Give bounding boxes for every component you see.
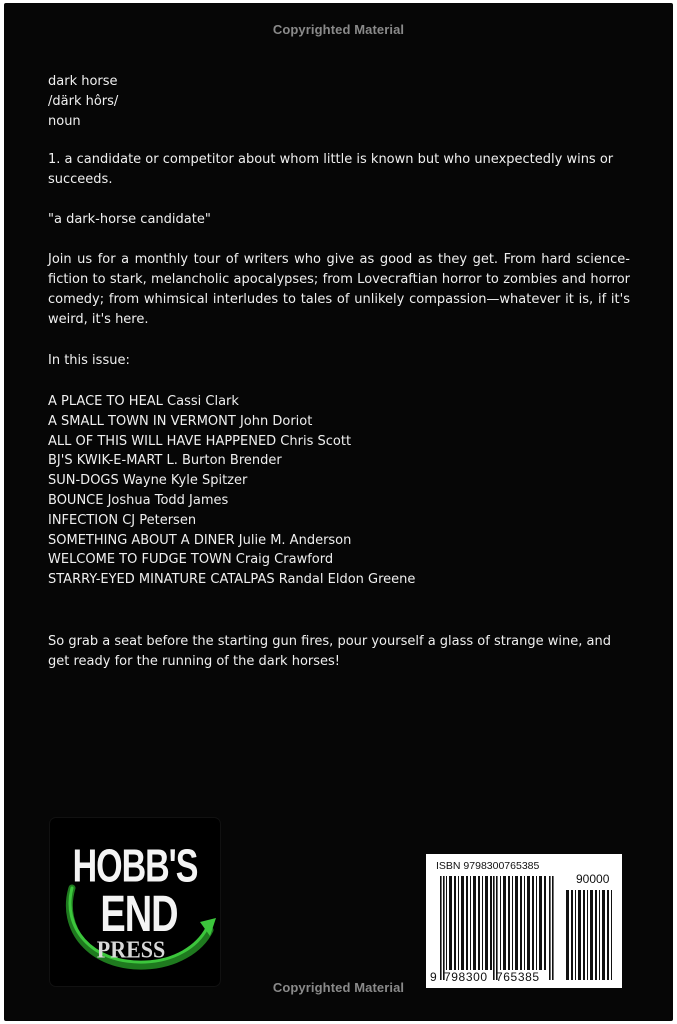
contents-item: INFECTION CJ Petersen <box>48 512 197 528</box>
contents-item: WELCOME TO FUDGE TOWN Craig Crawford <box>48 552 334 568</box>
definition-pronunciation: /därk hôrs/ <box>48 94 119 109</box>
closing-paragraph: So grab a seat before the starting gun fires, pour yourself a glass of strange wine, and get ready for the running of the dark horses! <box>48 634 611 669</box>
contents-item: A SMALL TOWN IN VERMONT John Doriot <box>48 413 313 429</box>
contents-item: BOUNCE Joshua Todd James <box>48 492 229 508</box>
issue-label: In this issue: <box>48 353 130 368</box>
contents-item: STARRY-EYED MINATURE CATALPAS Randal Eldon Greene <box>48 572 416 588</box>
logo-text-press: PRESS <box>96 935 166 964</box>
definition-word: dark horse <box>48 74 118 89</box>
contents-item: BJ'S KWIK-E-MART L. Burton Brender <box>48 453 282 469</box>
definition-example: "a dark-horse candidate" <box>48 212 211 227</box>
contents-item: A PLACE TO HEAL Cassi Clark <box>48 394 239 409</box>
logo-text-end: END <box>100 886 178 944</box>
isbn-label: ISBN 9798300765385 <box>436 860 540 872</box>
watermark-bottom: Copyrighted Material <box>272 980 405 995</box>
isbn-barcode <box>426 854 622 988</box>
logo-text-hobbs: HOBB'S <box>72 841 198 893</box>
contents-item: ALL OF THIS WILL HAVE HAPPENED Chris Scott <box>48 433 352 449</box>
blurb-paragraph: Join us for a monthly tour of writers who give as good as they get. From hard science-fiction to stark, melancholic apocalypses; from Lovecraftian horror to zombies and horror comedy; from whimsical interludes to tales of unlikely compassion—whatever it is, if it's weird, it's here. <box>48 252 630 327</box>
contents-item: SUN-DOGS Wayne Kyle Spitzer <box>48 473 248 489</box>
definition-block <box>48 72 630 132</box>
publisher-logo <box>50 818 220 986</box>
barcode-digits-left: 798300 <box>444 970 488 984</box>
contents-item: SOMETHING ABOUT A DINER Julie M. Anderson <box>48 532 352 548</box>
definition-part-of-speech: noun <box>48 114 81 129</box>
contents-list <box>48 392 630 590</box>
barcode-digits-right: 765385 <box>496 970 540 984</box>
definition-meaning: 1. a candidate or competitor about whom little is known but who unexpectedly wins or succeeds. <box>48 152 614 187</box>
price-code: 90000 <box>576 872 610 886</box>
barcode-lead-digit: 9 <box>430 970 437 984</box>
watermark-top: Copyrighted Material <box>272 22 405 37</box>
